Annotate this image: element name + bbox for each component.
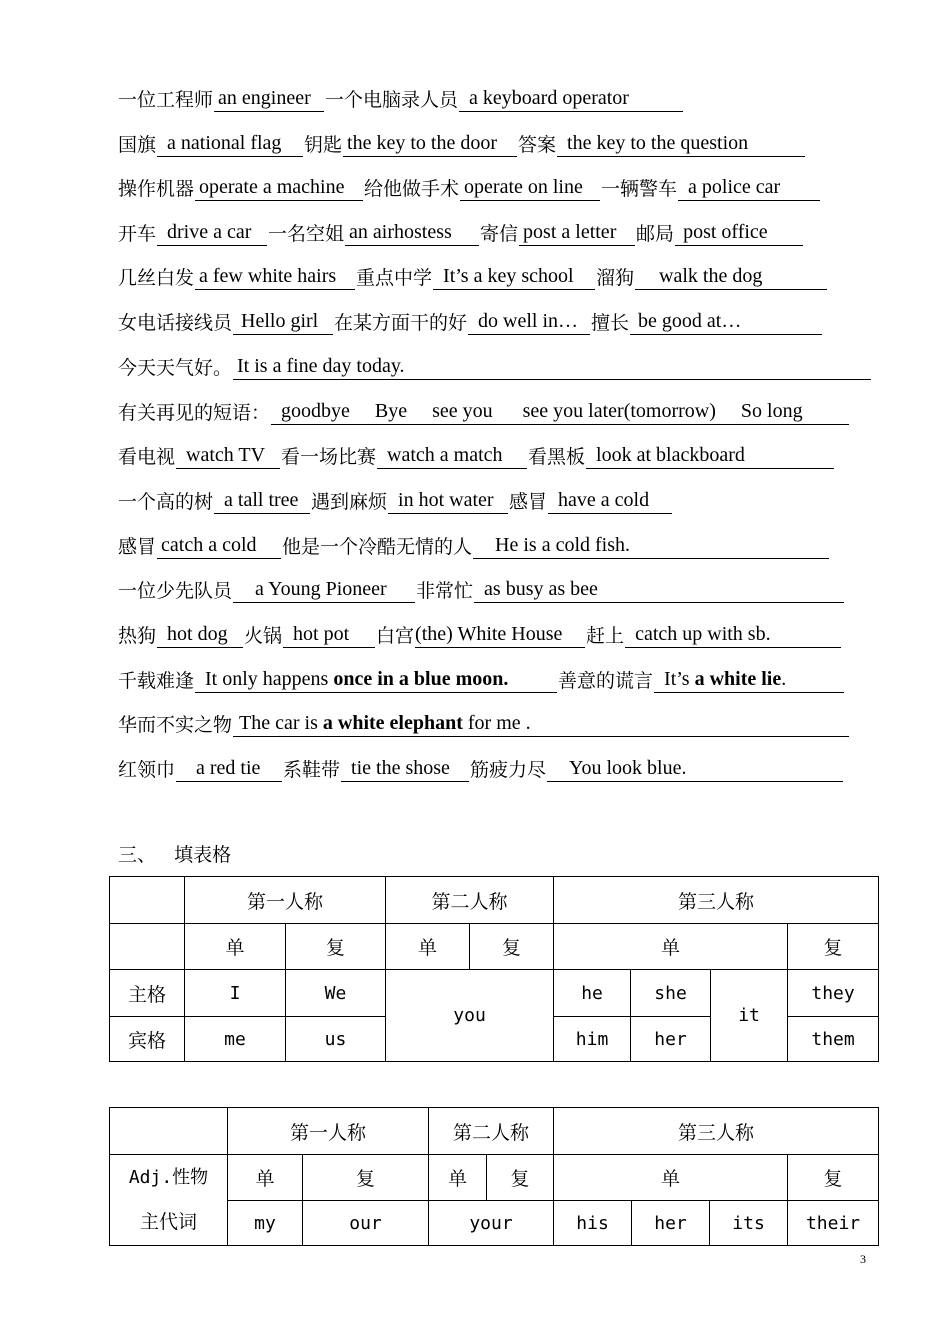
vocab-line-16	[118, 752, 844, 782]
header-third-person: 第三人称	[554, 1108, 879, 1155]
prompt: 钥匙	[304, 134, 343, 156]
prompt: 非常忙	[416, 580, 474, 602]
cell-his: his	[554, 1201, 632, 1246]
pronoun-table	[109, 876, 879, 1062]
answer-idiom: a white elephant	[322, 712, 463, 734]
answer-blank[interactable]: a tall tree	[214, 488, 310, 514]
header-first-person: 第一人称	[185, 877, 386, 924]
answer-text: It’s	[664, 668, 695, 690]
cell-subj-they: they	[788, 970, 879, 1017]
cell-my: my	[228, 1201, 303, 1246]
answer-text: The car is	[239, 712, 323, 734]
answer-blank[interactable]: as busy as bee	[474, 577, 844, 603]
prompt: 开车	[118, 223, 157, 245]
prompt: 赶上	[586, 625, 625, 647]
prompt: 女电话接线员	[118, 312, 233, 334]
answer-blank[interactable]: an engineer	[214, 86, 324, 112]
prompt: 看电视	[118, 446, 176, 468]
answer-blank[interactable]: It’s a key school	[433, 264, 595, 290]
row-label-line1: Adj.性物	[128, 1167, 209, 1188]
cell-her: her	[632, 1201, 710, 1246]
empty-cell	[110, 924, 185, 970]
row-label-line2: 主代词	[139, 1211, 197, 1233]
answer-idiom: a white lie	[694, 668, 782, 690]
cell-subj-1p: We	[286, 970, 386, 1017]
answer-blank[interactable]: watch a match	[377, 443, 527, 469]
corner-cell	[110, 1108, 228, 1155]
answer-blank[interactable]: catch a cold	[157, 533, 281, 559]
header-plural: 复	[788, 924, 879, 970]
cell-obj-them: them	[788, 1017, 879, 1062]
prompt: 一名空姐	[268, 223, 345, 245]
answer-blank[interactable]: operate a machine	[195, 175, 363, 201]
header-second-person: 第二人称	[429, 1108, 554, 1155]
cell-your: your	[429, 1201, 554, 1246]
answer-blank[interactable]: drive a car	[157, 220, 267, 246]
header-plural: 复	[788, 1155, 879, 1201]
answer-text: It only happens	[205, 668, 334, 690]
answer-blank[interactable]: do well in…	[468, 309, 590, 335]
answer-blank[interactable]: hot pot	[283, 622, 375, 648]
vocab-line-15	[118, 707, 850, 737]
answer-blank[interactable]: post office	[675, 220, 803, 246]
prompt: 一位工程师	[118, 89, 214, 111]
cell-our: our	[303, 1201, 429, 1246]
vocab-line-14	[118, 663, 845, 693]
cell-obj-him: him	[554, 1017, 631, 1062]
prompt: 一个高的树	[118, 491, 214, 513]
prompt: 今天天气好。	[118, 357, 233, 379]
answer-blank[interactable]: hot dog	[157, 622, 243, 648]
cell-subj-1s: I	[185, 970, 286, 1017]
answer-blank[interactable]: a national flag	[157, 131, 303, 157]
cell-obj-1p: us	[286, 1017, 386, 1062]
answer-blank[interactable]: have a cold	[548, 488, 672, 514]
answer-blank[interactable]: the key to the door	[343, 131, 517, 157]
answer-blank[interactable]: a red tie	[176, 756, 282, 782]
prompt: 华而不实之物	[118, 714, 233, 736]
page-number: 3	[860, 1252, 866, 1266]
row-label-subject: 主格	[110, 970, 185, 1017]
prompt: 有关再见的短语：	[118, 402, 271, 424]
prompt: 感冒	[118, 536, 157, 558]
corner-cell	[110, 877, 185, 924]
answer-blank[interactable]: the key to the question	[557, 131, 805, 157]
vocab-line-10	[118, 484, 673, 514]
prompt: 溜狗	[596, 267, 635, 289]
answer-blank[interactable]: an airhostess	[345, 220, 479, 246]
cell-subj-he: he	[554, 970, 631, 1017]
prompt: 几丝白发	[118, 267, 195, 289]
prompt: 邮局	[636, 223, 675, 245]
prompt: 给他做手术	[364, 178, 460, 200]
cell-it: it	[711, 970, 788, 1062]
header-plural: 复	[286, 924, 386, 970]
answer-blank[interactable]: (the) White House	[415, 622, 585, 648]
answer-blank[interactable]: a police car	[678, 175, 820, 201]
vocab-line-9	[118, 439, 835, 469]
prompt: 操作机器	[118, 178, 195, 200]
cell-obj-1s: me	[185, 1017, 286, 1062]
prompt: 答案	[518, 134, 557, 156]
prompt: 红领巾	[118, 759, 176, 781]
possessive-table	[109, 1107, 879, 1246]
answer-blank[interactable]: catch up with sb.	[625, 622, 841, 648]
answer-blank[interactable]: a keyboard operator	[459, 86, 683, 112]
section-title: 三、 填表格	[118, 844, 232, 866]
cell-its: its	[710, 1201, 788, 1246]
prompt: 感冒	[509, 491, 548, 513]
prompt: 遇到麻烦	[311, 491, 388, 513]
answer-blank[interactable]: tie the shose	[341, 756, 469, 782]
vocab-line-11	[118, 529, 830, 559]
prompt: 一位少先队员	[118, 580, 233, 602]
vocab-line-3	[118, 171, 821, 201]
answer-blank[interactable]: be good at…	[630, 309, 822, 335]
answer-blank[interactable]: a Young Pioneer	[233, 577, 415, 603]
answer-blank[interactable]	[233, 711, 849, 737]
cell-obj-her: her	[631, 1017, 711, 1062]
prompt: 重点中学	[356, 267, 433, 289]
prompt: 热狗	[118, 625, 157, 647]
header-plural: 复	[487, 1155, 554, 1201]
vocab-line-4	[118, 216, 804, 246]
row-label-object: 宾格	[110, 1017, 185, 1062]
answer-text: for me .	[462, 712, 531, 734]
answer-blank[interactable]: a few white hairs	[195, 264, 355, 290]
answer-punct: .	[781, 668, 787, 690]
prompt: 筋疲力尽	[470, 759, 547, 781]
cell-subj-she: she	[631, 970, 711, 1017]
prompt: 火锅	[244, 625, 283, 647]
row-label-possessive	[110, 1155, 228, 1246]
answer-blank[interactable]: walk the dog	[635, 264, 827, 290]
answer-blank[interactable]: operate on line	[460, 175, 600, 201]
header-singular: 单	[386, 924, 470, 970]
prompt: 擅长	[591, 312, 630, 334]
answer-blank[interactable]: It is a fine day today.	[233, 354, 871, 380]
prompt: 寄信	[480, 223, 519, 245]
header-plural: 复	[303, 1155, 429, 1201]
vocab-line-2	[118, 127, 806, 157]
header-singular: 单	[185, 924, 286, 970]
prompt: 系鞋带	[283, 759, 341, 781]
prompt: 看一场比赛	[281, 446, 377, 468]
answer-blank[interactable]: He is a cold fish.	[473, 533, 829, 559]
vocab-line-8	[118, 395, 850, 425]
header-first-person: 第一人称	[228, 1108, 429, 1155]
cell-you: you	[386, 970, 554, 1062]
answer-blank[interactable]	[654, 667, 844, 693]
header-singular: 单	[228, 1155, 303, 1201]
prompt: 一个电脑录人员	[325, 89, 459, 111]
header-singular: 单	[554, 1155, 788, 1201]
header-third-person: 第三人称	[554, 877, 879, 924]
header-singular: 单	[429, 1155, 487, 1201]
answer-blank[interactable]: Hello girl	[233, 309, 333, 335]
header-singular: 单	[554, 924, 788, 970]
answer-blank[interactable]: in hot water	[388, 488, 508, 514]
prompt: 善意的谎言	[558, 670, 654, 692]
vocab-line-6	[118, 305, 823, 335]
prompt: 国旗	[118, 134, 157, 156]
answer-blank[interactable]: goodbye Bye see you see you later(tomorrow) So long	[271, 399, 849, 425]
cell-their: their	[788, 1201, 879, 1246]
answer-blank[interactable]: watch TV	[176, 443, 280, 469]
vocab-line-7	[118, 350, 872, 380]
prompt: 白宫	[376, 625, 415, 647]
answer-blank[interactable]: look at blackboard	[586, 443, 834, 469]
answer-idiom: once in a blue moon.	[333, 668, 509, 690]
prompt: 他是一个冷酷无情的人	[282, 536, 473, 558]
prompt: 看黑板	[528, 446, 586, 468]
header-second-person: 第二人称	[386, 877, 554, 924]
vocab-line-5	[118, 260, 828, 290]
vocab-line-12	[118, 573, 845, 603]
prompt: 在某方面干的好	[334, 312, 468, 334]
vocab-line-13	[118, 618, 842, 648]
prompt: 千载难逢	[118, 670, 195, 692]
header-plural: 复	[470, 924, 554, 970]
vocab-line-1	[118, 82, 684, 112]
answer-blank[interactable]: post a letter	[519, 220, 635, 246]
prompt: 一辆警车	[601, 178, 678, 200]
answer-blank[interactable]	[195, 667, 557, 693]
answer-blank[interactable]: You look blue.	[547, 756, 843, 782]
